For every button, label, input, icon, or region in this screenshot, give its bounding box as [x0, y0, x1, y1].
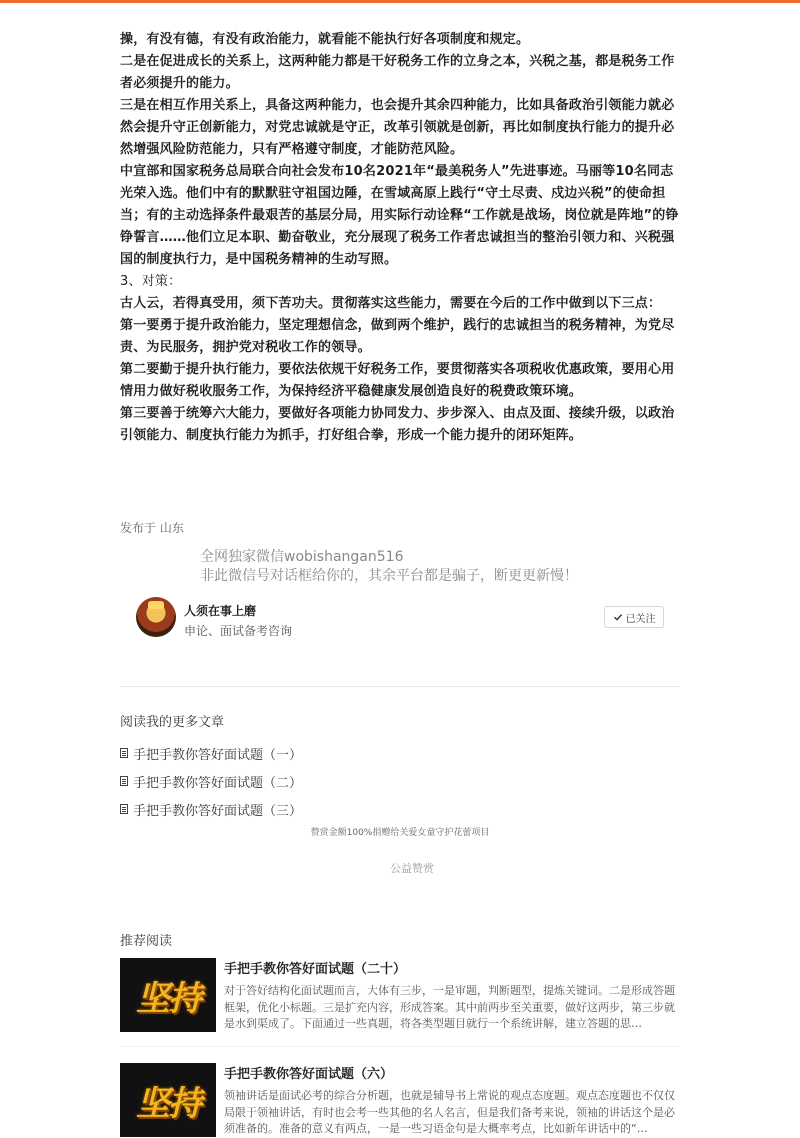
notice-line: 非此微信号对话框给你的，其余平台都是骗子，断更更新慢！: [200, 568, 578, 584]
recommend-item-summary: 领袖讲话是面试必考的综合分析题，也就是辅导书上常说的观点态度题。观点态度题也不仅仅局限于领袖讲话，有时也会考一些其他的名人名言，但是我们备考来说，领袖的讲话这个是必须准备的。准备的意义有两点，一是一些习语金句是大概率考点，比如新年讲话中的“…: [224, 1089, 675, 1135]
article-paragraph: 中宣部和国家税务总局联合向社会发布10名2021年“最美税务人”先进事迹。马丽等10名同志光荣入选。他们中有的默默驻守祖国边陲，在雪域高原上践行“守土尽责、戍边兴税”的使命担当；有的主动选择条件最艰苦的基层分局，用实际行动诠释“工作就是战场，岗位就是阵地”的铮铮誓言……他们立足本职、勤奋敬业，充分展现了税务工作者忠诚担当的整治引领力和、兴税强国的制度执行力，是中国税务精神的生动写照。: [120, 164, 679, 267]
recommend-item-title[interactable]: 手把手教你答好面试题（二十）: [224, 962, 407, 977]
more-articles-list: [120, 739, 302, 823]
check-icon: [613, 612, 623, 622]
publish-location: 发布于 山东: [120, 521, 184, 535]
recommend-item[interactable]: [120, 1063, 680, 1137]
more-article-link[interactable]: [120, 795, 302, 823]
reward-note: 赞赏金额100%捐赠给关爱女童守护花蕾项目: [310, 828, 490, 838]
article-paragraph: 古人云，若得真受用，须下苦功夫。贯彻落实这些能力，需要在今后的工作中做到以下三点：: [120, 296, 662, 311]
reward-button[interactable]: 公益赞赏: [390, 862, 434, 875]
more-article-link[interactable]: [120, 767, 302, 795]
article-paragraph: 3、对策：: [120, 274, 182, 289]
divider: [120, 1046, 680, 1047]
top-accent-bar: [0, 0, 800, 3]
more-article-title: 手把手教你答好面试题（二）: [133, 775, 303, 791]
divider: [120, 686, 680, 687]
thumbnail-text: 坚持: [136, 1083, 200, 1124]
avatar[interactable]: [136, 597, 176, 637]
article-paragraph: 二是在促进成长的关系上，这两种能力都是干好税务工作的立身之本，兴税之基，都是税务工作者必须提升的能力。: [120, 54, 675, 91]
wechat-notice: [200, 548, 578, 586]
recommend-thumbnail[interactable]: [120, 958, 216, 1032]
document-icon: [120, 804, 128, 814]
more-article-title: 手把手教你答好面试题（三）: [133, 803, 303, 819]
author-desc: 申论、面试备考咨询: [184, 624, 293, 638]
recommend-title: 推荐阅读: [120, 934, 173, 949]
notice-line: 全网独家微信wobishangan516: [200, 549, 404, 565]
article-paragraph: 操，有没有德，有没有政治能力，就看能不能执行好各项制度和规定。: [120, 32, 530, 47]
thumbnail-text: 坚持: [136, 978, 200, 1019]
recommend-item[interactable]: [120, 958, 680, 1032]
document-icon: [120, 776, 128, 786]
more-article-title: 手把手教你答好面试题（一）: [133, 747, 303, 763]
article-paragraph: 第三要善于统筹六大能力，要做好各项能力协同发力、步步深入、由点及面、接续升级，以政治引领能力、制度执行能力为抓手，打好组合拳，形成一个能力提升的闭环矩阵。: [120, 406, 675, 443]
follow-button[interactable]: [604, 606, 664, 628]
article-body: [120, 33, 680, 447]
document-icon: [120, 748, 128, 758]
recommend-thumbnail[interactable]: [120, 1063, 216, 1137]
author-name[interactable]: 人须在事上磨: [184, 604, 257, 618]
recommend-item-summary: 对于答好结构化面试题而言，大体有三步，一是审题，判断题型，提炼关键词。二是形成答题框架，优化小标题。三是扩充内容，形成答案。其中前两步至关重要，做好这两步，第三步就是水到渠成了。下面通过一些真题，将各类型题目就行一个系统讲解，建立答题的思…: [224, 984, 675, 1030]
article-paragraph: 第二要勤于提升执行能力，要依法依规干好税务工作，要贯彻落实各项税收优惠政策，要用心用情用力做好税收服务工作，为保持经济平稳健康发展创造良好的税费政策环境。: [120, 362, 675, 399]
article-paragraph: 第一要勇于提升政治能力，坚定理想信念，做到两个维护，践行的忠诚担当的税务精神，为党尽责、为民服务，拥护党对税收工作的领导。: [120, 318, 675, 355]
recommend-item-title[interactable]: 手把手教你答好面试题（六）: [224, 1067, 394, 1082]
more-articles-title: 阅读我的更多文章: [120, 715, 225, 730]
article-paragraph: 三是在相互作用关系上，具备这两种能力，也会提升其余四种能力，比如具备政治引领能力就必然会提升守正创新能力，对党忠诚就是守正，改革引领就是创新，再比如制度执行能力的提升必然增强风险防范能力，只有严格遵守制度，才能防范风险。: [120, 98, 675, 157]
author-card: [120, 594, 680, 644]
follow-label: 已关注: [625, 613, 656, 625]
more-article-link[interactable]: [120, 739, 302, 767]
